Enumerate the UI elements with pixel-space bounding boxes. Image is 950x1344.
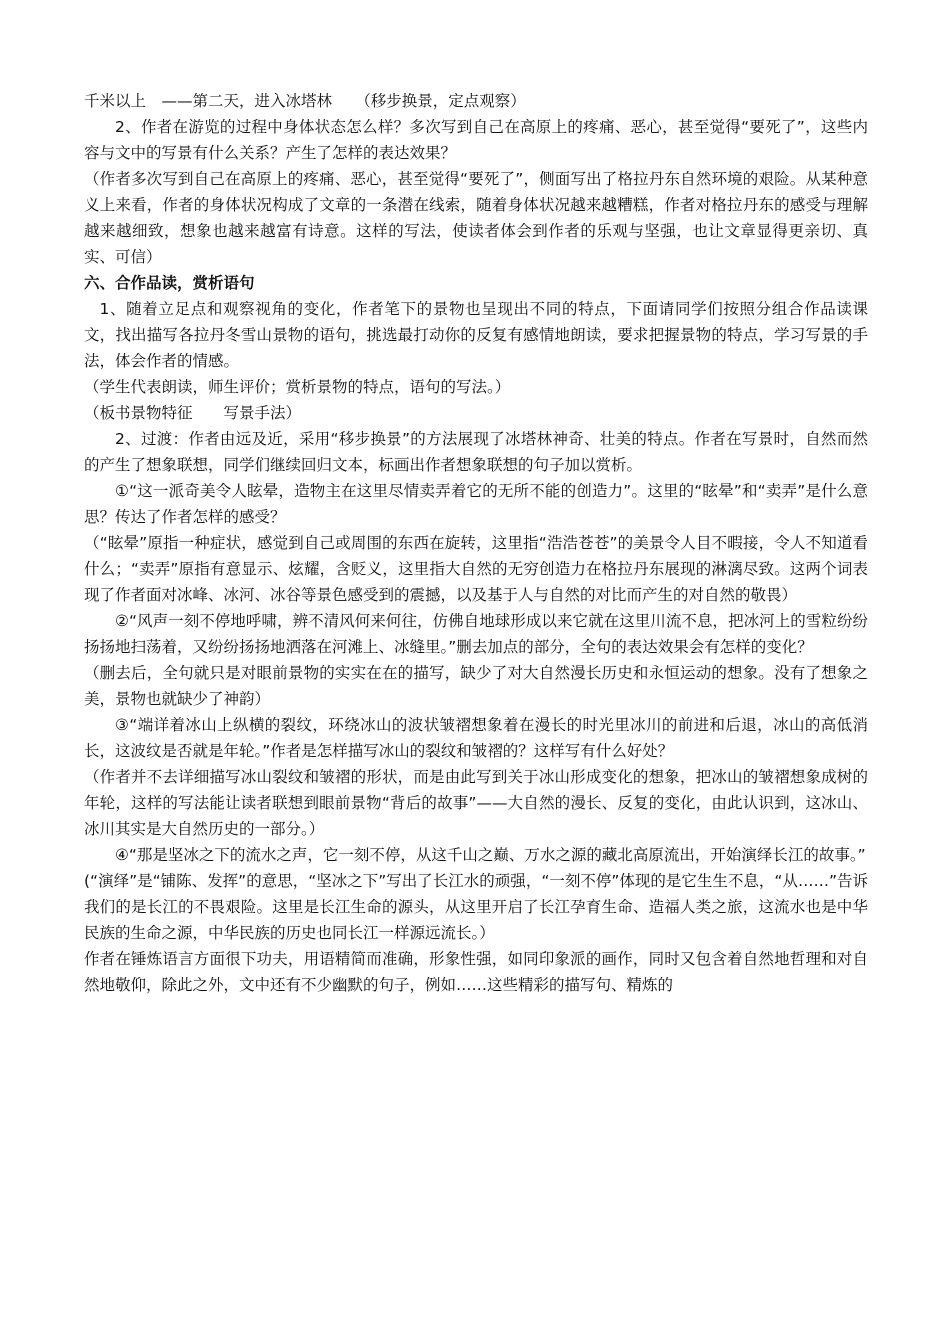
sentence-1-question: ①“这一派奇美令人眩晕，造物主在这里尽情卖弄着它的无所不能的创造力”。这里的“眩晕”和“卖弄”是什么意思？传达了作者怎样的感受？ xyxy=(84,482,868,526)
answer-2-body-state: （作者多次写到自己在高原上的疼痛、恶心，甚至觉得“要死了”，侧面写出了格拉丹东自然环境的艰险。从某种意义上来看，作者的身体状况构成了文章的一条潜在线索，随着身体状况越来越糟糕，作者对格拉丹东的感受与理解越来越细致，想象也越来越富有诗意。这样的写法，使读者体会到作者的乐观与坚强，也让文章显得更亲切、真实、可信） xyxy=(84,170,868,266)
task-1-group-reading: 1、随着立足点和观察视角的变化，作者笔下的景物也呈现出不同的特点，下面请同学们按照分组合作品读课文，找出描写各拉丹冬雪山景物的语句，挑选最打动你的反复有感情地朗读，要求把握景物的特点，学习写景的手法，体会作者的情感。 xyxy=(84,300,868,370)
sentence-3-question: ③“端详着冰山上纵横的裂纹，环绕冰山的波状皱褶想象着在漫长的时光里冰川的前进和后退，冰山的高低消长，这波纹是否就是年轮。”作者是怎样描写冰山的裂纹和皱褶的？这样写有什么好处？ xyxy=(84,716,868,760)
paragraph-1: 千米以上 ——第二天，进入冰塔林 （移步换景，定点观察） xyxy=(84,92,526,110)
sentence-3-answer: （作者并不去详细描写冰山裂纹和皱褶的形状，而是由此写到关于冰山形成变化的想象，把冰山的皱褶想象成树的年轮，这样的写法能让读者联想到眼前景物“背后的故事”——大自然的漫长、反复的变化，由此认识到，这冰山、冰川其实是大自然历史的一部分。） xyxy=(84,768,868,838)
note-student-reading: （学生代表朗读，师生评价；赏析景物的特点，语句的写法。） xyxy=(84,378,511,396)
sentence-1-answer: （“眩晕”原指一种症状，感觉到自己或周围的东西在旋转，这里指“浩浩苍苍”的美景令人目不暇接，令人不知道看什么；“卖弄”原指有意显示、炫耀，含贬义，这里指大自然的无穷创造力在格拉丹东展现的淋漓尽致。这两个词表现了作者面对冰峰、冰河、冰谷等景色感受到的震撼，以及基于人与自然的对比而产生的对自然的敬畏） xyxy=(84,534,868,604)
note-blackboard: （板书景物特征 写景手法） xyxy=(84,404,302,422)
sentence-4-answer: (“演绎”是“铺陈、发挥”的意思，“坚冰之下”写出了长江水的顽强，“一刻不停”体现的是它生生不息，“从……”告诉我们的是长江的不畏艰险。这里是长江生命的源头，从这里开启了长江孕育生命、造福人类之旅，这流水也是中华民族的生命之源，中华民族的历史也同长江一样源远流长。） xyxy=(84,872,868,942)
summary-paragraph: 作者在锤炼语言方面很下功夫，用语精简而准确，形象性强，如同印象派的画作，同时又包含着自然地哲理和对自然地敬仰，除此之外，文中还有不少幽默的句子，例如……这些精彩的描写句、精炼的 xyxy=(84,950,868,994)
sentence-2-question: ②“风声一刻不停地呼啸，辨不清风何来何往，仿佛自地球形成以来它就在这里川流不息，把冰河上的雪粒纷纷扬扬地扫荡着，又纷纷扬扬地洒落在河滩上、冰缝里。”删去加点的部分，全句的表达效果会有怎样的变化？ xyxy=(84,612,868,656)
section-heading-6: 六、合作品读，赏析语句 xyxy=(84,274,255,292)
task-2-transition: 2、过渡：作者由远及近，采用“移步换景”的方法展现了冰塔林神奇、壮美的特点。作者在写景时，自然而然的产生了想象联想，同学们继续回归文本，标画出作者想象联想的句子加以赏析。 xyxy=(84,430,868,474)
sentence-4-quote: ④“那是坚冰之下的流水之声，它一刻不停，从这千山之巅、万水之源的藏北高原流出，开始演绎长江的故事。” xyxy=(115,846,866,864)
question-2-body-state: 2、作者在游览的过程中身体状态怎么样？多次写到自己在高原上的疼痛、恶心，甚至觉得“要死了”，这些内容与文中的写景有什么关系？产生了怎样的表达效果？ xyxy=(84,118,868,162)
document-page xyxy=(84,88,868,998)
sentence-2-answer: （删去后，全句就只是对眼前景物的实实在在的描写，缺少了对大自然漫长历史和永恒运动的想象。没有了想象之美，景物也就缺少了神韵） xyxy=(84,664,868,708)
